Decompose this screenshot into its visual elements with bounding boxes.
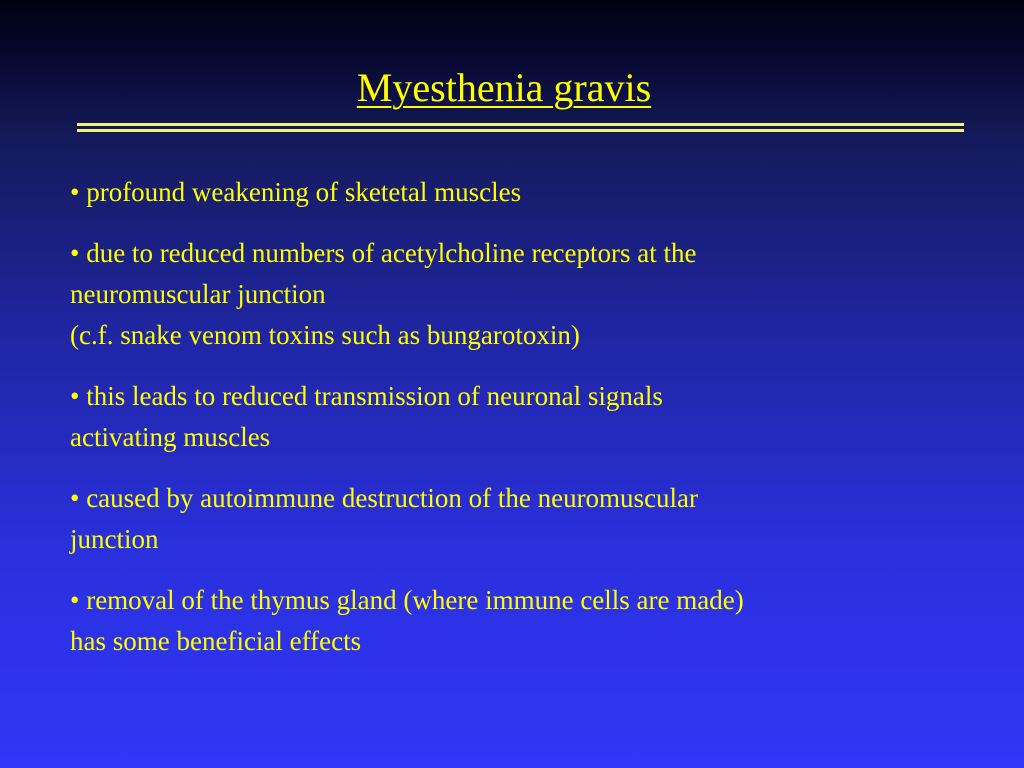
bullet-item-1 — [70, 172, 950, 213]
bullet-item-4 — [70, 478, 950, 560]
bullet-list — [70, 172, 950, 682]
bullet-5-line-1: • removal of the thymus gland (where immune cells are made) — [70, 585, 744, 615]
bullet-3-line-2: activating muscles — [70, 422, 271, 452]
bullet-3-line-1: • this leads to reduced transmission of neuronal signals — [70, 381, 663, 411]
bullet-4-line-1: • caused by autoimmune destruction of the neuromuscular — [70, 483, 699, 513]
title-divider-top — [77, 123, 964, 126]
slide-title: Myesthenia gravis — [356, 65, 652, 110]
bullet-item-5 — [70, 580, 950, 662]
bullet-4-line-2: junction — [70, 524, 159, 554]
title-divider-bottom — [77, 129, 964, 132]
bullet-2-line-2: neuromuscular junction — [70, 279, 326, 309]
bullet-item-3 — [70, 376, 950, 458]
bullet-5-line-2: has some beneficial effects — [70, 626, 362, 656]
bullet-2-line-3: (c.f. snake venom toxins such as bungarotoxin) — [70, 320, 580, 350]
bullet-2-line-1: • due to reduced numbers of acetylcholine receptors at the — [70, 238, 697, 268]
bullet-1-line-1: • profound weakening of sketetal muscles — [70, 177, 522, 207]
bullet-item-2 — [70, 233, 950, 356]
